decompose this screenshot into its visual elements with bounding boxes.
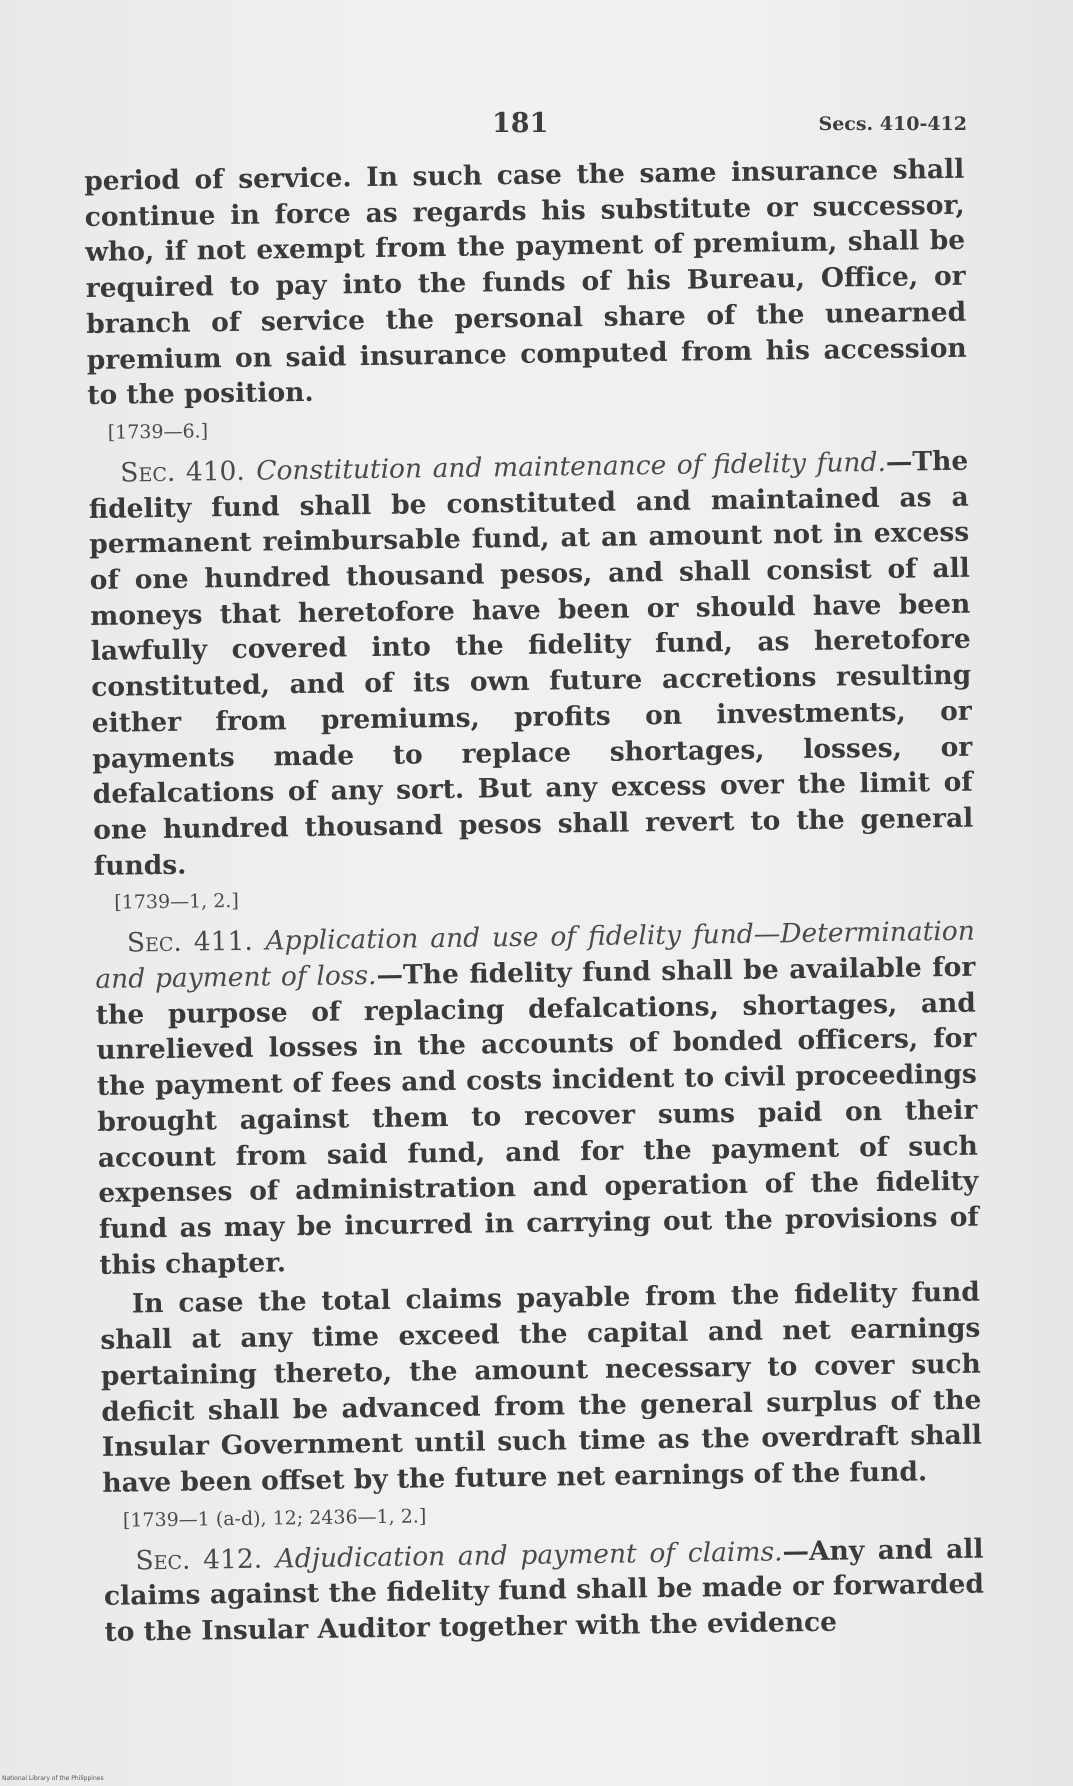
section-text: —The fidelity fund shall be available for the purpose of replacing defalcations, shortages, and unrelieved losses in the accounts of bonded officers, for the payment of fees and costs incident to civil proceedings brought against them to recover sums paid on their account from said fund, and for the payment of such expenses of administration and operation of the fidelity fund as may be incurred in carrying out the provisions of this chapter. [95, 951, 980, 1281]
section-title: Adjudication and payment of claims. [275, 1535, 783, 1575]
citation: [1739—1, 2.] [114, 890, 239, 915]
section-411 [95, 914, 980, 1283]
body-text [84, 152, 985, 1655]
page-number: 181 [492, 108, 549, 139]
section-text: —Any and all claims against the fidelity fund shall be made or forwarded to the Insular Auditor together with the evidence [103, 1533, 985, 1648]
page-header [0, 108, 1073, 148]
citation: [1739—1 (a-d), 12; 2436—1, 2.] [122, 1504, 427, 1532]
paragraph-text: In case the total claims payable from the fidelity fund shall at any time exceed the capital and net earnings pertaining thereto, the amount necessary to cover such deficit shall be advanced from the general surplus of the Insular Government until such time as the overdraft shall have been offset by the future net earnings of the fund. [100, 1276, 983, 1499]
paragraph [100, 1275, 983, 1501]
section-label: Sec. 411. [126, 926, 254, 959]
section-label: Sec. 412. [135, 1543, 263, 1577]
section-text: —The fidelity fund shall be constituted and maintained as a permanent reimbursable fund, at an amount not in excess of one hundred thousand pesos, and shall consist of all moneys that heretofore have been or should have been lawfully covered into the fidelity fund, as heretofore constituted, and of its own future accretions resulting either from premiums, profits on investments, or payments made to replace shortages, losses, or defalcations of any sort. But any excess over the limit of one hundred thousand pesos shall revert to the general funds. [88, 445, 974, 882]
section-range: Secs. 410-412 [818, 113, 967, 135]
section-412 [103, 1531, 984, 1650]
paragraph-continuation [84, 152, 967, 414]
section-title: Application and use of fidelity fund—Determination and payment of loss. [95, 915, 976, 995]
paragraph-text: period of service. In such case the same insurance shall continue in force as regards his substitute or successor, who, if not exempt from the payment of premium, shall be required to pay into the funds of his Bureau, Office, or branch of service the personal share of the unearned premium on said insurance computed from his accession to the position. [84, 153, 967, 412]
section-title: Constitution and maintenance of fidelity fund. [255, 446, 887, 487]
section-label: Sec. 410. [120, 455, 246, 489]
source-footer: National Library of the Philippines [2, 1775, 104, 1782]
section-410 [88, 444, 974, 885]
citation: [1739—6.] [107, 420, 209, 444]
